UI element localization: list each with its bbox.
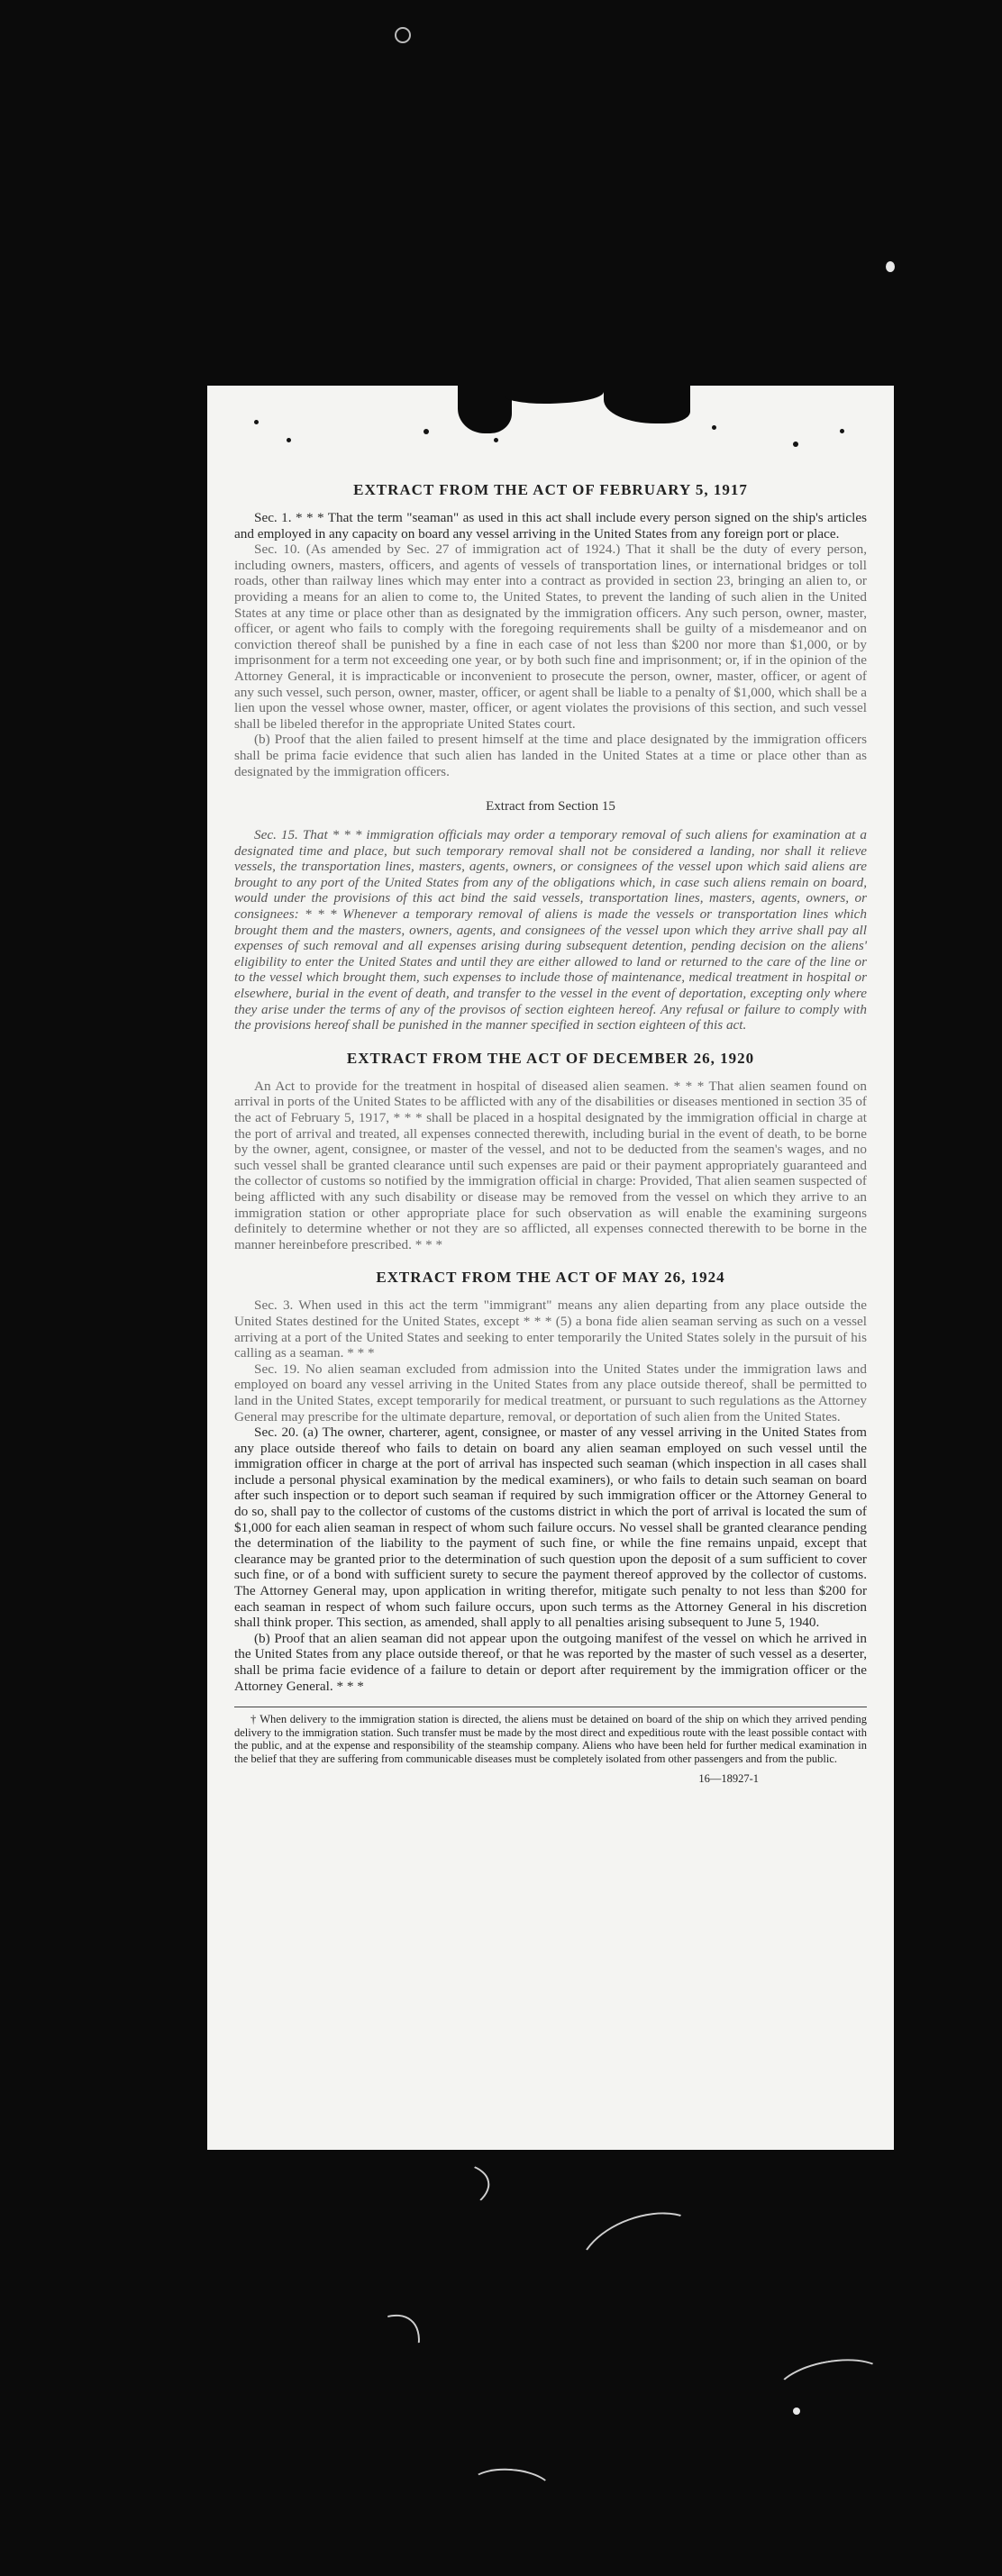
ink-dot (287, 438, 291, 442)
section-heading: EXTRACT FROM THE ACT OF MAY 26, 1924 (376, 1269, 725, 1287)
section-heading: EXTRACT FROM THE ACT OF FEBRUARY 5, 1917 (353, 481, 748, 498)
ink-dot (712, 425, 716, 430)
section-extract-15 (234, 799, 867, 1033)
paragraph: (b) Proof that an alien seaman did not appear upon the outgoing manifest of the vessel on which he arrived in the United States from any place outside thereof, or that he was reported by the master of such vessel as a deserter, shall be prima facie evidence of a failure to detain or deport after requirement by the immigration officer or the Attorney General. * * * (234, 1630, 867, 1694)
paragraph: Sec. 1. * * * That the term "seaman" as used in this act shall include every person signed on the ship's articles and employed in any capacity on board any vessel arriving in the United States from any foreign port or place. (234, 510, 867, 542)
footnote (234, 1707, 867, 1765)
section-act-1917 (234, 481, 867, 779)
paragraph: An Act to provide for the treatment in hospital of diseased alien seamen. * * * That alien seamen found on arrival in ports of the United States to be afflicted with any of the disabilities or diseases mentioned in section 35 of the act of February 5, 1917, * * * shall be placed in a hospital designated by the immigration official in charge at the port of arrival and treated, all expenses connected therewith, including burial in the event of death, to be borne by the owner, agent, consignee, or master of the vessel, and not to be deducted from the seamen's wages, and no such vessel shall be granted clearance until such expenses are paid or their payment appropriately guaranteed and the collector of customs so notified by the immigration official in charge: Provided, That alien seamen suspected of being afflicted with any such disability or disease may be removed from the vessel on which they arrive to an immigration station or other appropriate place for such observation as will enable the examining surgeons definitely to determine whether or not they are so afflicted, all expenses connected therewith to be borne in the manner hereinbefore prescribed. * * * (234, 1078, 867, 1252)
torn-edge (458, 386, 512, 433)
paragraph: Sec. 20. (a) The owner, charterer, agent, consignee, or master of any vessel arriving in the United States from any place outside thereof who fails to detain on board any alien seaman employed on such vessel until the immigration officer in charge at the port of arrival has inspected such seaman (which inspection in all cases shall include a personal physical examination by the medical examiners), or who fails to detain such seaman on board after such inspection or to deport such seaman if required by such immigration officer or the Attorney General to do so, shall pay to the collector of customs of the customs district in which the port of arrival is located the sum of $1,000 for each alien seaman in respect of whom such failure occurs. No vessel shall be granted clearance pending the determination of the liability to the payment of such fine, or while the fine remains unpaid, except that clearance may be granted prior to the determination of such question upon the deposit of a sum sufficient to cover such fine, or of a bond with sufficient surety to secure the payment thereof approved by the collector of customs. The Attorney General may, upon application in writing therefor, mitigate such penalty to not less than $200 for each seaman in respect of whom such failure occurs, upon such terms as the Attorney General in his discretion shall think proper. This section, as amended, shall apply to all penalties arising subsequent to June 5, 1940. (234, 1425, 867, 1631)
ink-dot (494, 438, 498, 442)
film-speck (395, 27, 411, 43)
ink-dot (793, 441, 798, 447)
film-hair (467, 2465, 554, 2512)
document-page (207, 386, 894, 2150)
film-hair (568, 2197, 715, 2312)
section-subheading: Extract from Section 15 (486, 799, 615, 815)
footnote-text: † When delivery to the immigration station is directed, the aliens must be detained on board of the ship on which they arrived pending delivery to the immigration station. Such transfer must be made by the most direct and expeditious route with the least possible contact with the public, and at the expense and responsibility of the steamship company. Aliens who have been held for further medical examination in the belief that they are suffering from communicable diseases must be completely isolated from other passengers and from the public. (234, 1713, 867, 1765)
paragraph: (b) Proof that the alien failed to present himself at the time and place designated by the immigration officers shall be prima facie evidence that such alien has landed in the United States at a time or place other than as designated by the immigration officers. (234, 732, 867, 779)
paragraph: Sec. 3. When used in this act the term "immigrant" means any alien departing from any place outside the United States destined for the United States, except * * * (5) a bona fide alien seaman serving as such on a vessel arriving at a port of the United States and seeking to enter temporarily the United States solely in the pursuit of his calling as a seaman. * * * (234, 1297, 867, 1361)
paragraph: Sec. 10. (As amended by Sec. 27 of immigration act of 1924.) That it shall be the duty of every person, including owners, masters, officers, and agents of vessels of transportation lines, or international bridges or toll roads, other than railway lines which may enter into a contract as provided in section 23, bringing an alien to, or providing a means for an alien to come to, the United States, to prevent the landing of such alien in the United States at any time or place other than as designated by the immigration officers. Any such person, owner, master, officer, or agent who fails to comply with the foregoing requirements shall be guilty of a misdemeanor and on conviction thereof shall be punished by a fine in each case of not less than $200 nor more than $1,000, or by imprisonment for a term not exceeding one year, or by both such fine and imprisonment; or, if in the opinion of the Attorney General, it is impracticable or inconvenient to prosecute the person, owner, master, officer, or agent of any such vessel, such person, owner, master, officer, or agent shall be liable to a penalty of $1,000, which shall be a lien upon the vessel whose owner, master, officer, or agent violates the provisions of this section, and such vessel shall be libeled therefor in the appropriate United States court. (234, 542, 867, 732)
print-code: 16—18927-1 (698, 1772, 759, 1786)
torn-edge (505, 386, 604, 404)
section-act-1920 (234, 1050, 867, 1253)
ink-dot (254, 420, 259, 424)
section-act-1924 (234, 1269, 867, 1694)
section-heading: EXTRACT FROM THE ACT OF DECEMBER 26, 1920 (346, 1049, 755, 1067)
film-hair (374, 2153, 494, 2230)
film-hair (771, 2352, 889, 2419)
paragraph: Sec. 19. No alien seaman excluded from admission into the United States under the immigration laws and employed on board any vessel arriving in the United States from any place outside thereof, shall be permitted to land in the United States, except temporarily for medical treatment, or pursuant to such regulations as the Attorney General may prescribe for the ultimate departure, removal, or deportation of such alien from the United States. (234, 1361, 867, 1425)
torn-edge (604, 386, 690, 423)
ink-dot (840, 429, 844, 433)
paragraph: Sec. 15. That * * * immigration officials may order a temporary removal of such aliens for examination at a designated time and place, but such temporary removal shall not be considered a landing, nor shall it relieve vessels, the transportation lines, masters, agents, owners, or consignees of the vessel upon which said aliens are brought to any port of the United States from any of the obligations which, in case such aliens remain on board, would under the provisions of this act bind the said vessels, transportation lines, masters, agents, owners, or consignees: * * * Whenever a temporary removal of aliens is made the vessels or transportation lines which brought them and the masters, owners, agents, and consignees of the vessel upon which they arrive shall pay all expenses of such removal and all expenses arising during subsequent detention, pending decision on the aliens' eligibility to enter the United States and until they are either allowed to land or returned to the care of the line or to the vessel which brought them, such expenses to include those of maintenance, medical treatment in hospital or elsewhere, burial in the event of death, and transfer to the vessel in the event of deportation, excepting only where they arise under the terms of any of the provisos of section eighteen hereof. Any refusal or failure to comply with the provisions hereof shall be punished in the manner specified in section eighteen of this act. (234, 827, 867, 1033)
film-speck (886, 261, 895, 272)
film-hair (314, 2298, 437, 2427)
ink-dot (424, 429, 429, 434)
